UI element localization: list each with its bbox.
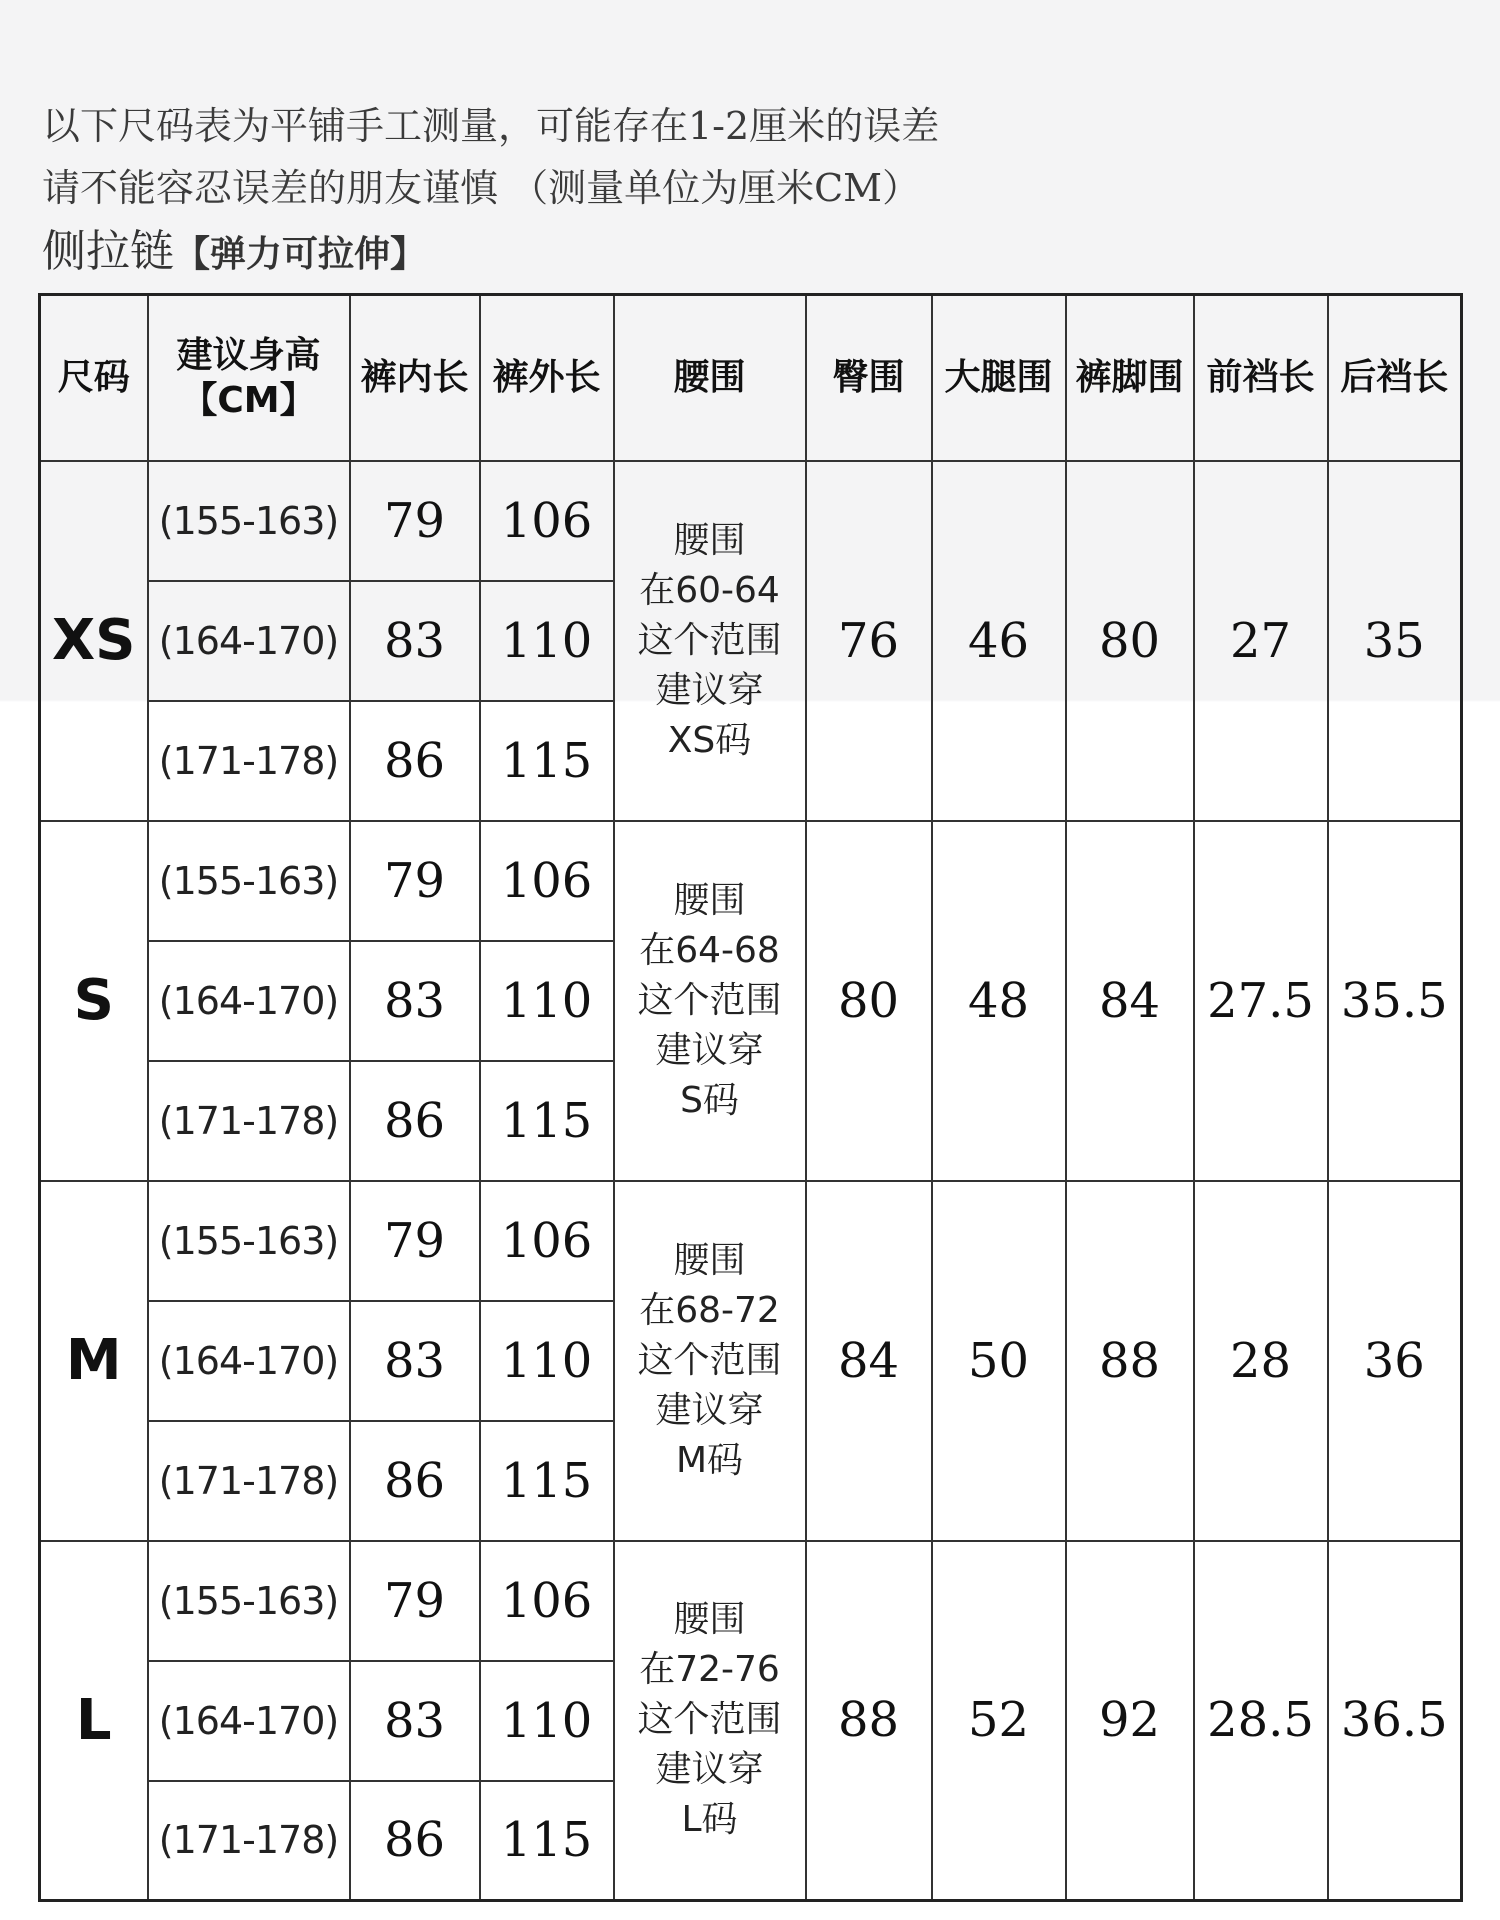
waist-note-line: 腰围: [673, 1239, 746, 1281]
outseam-cell: 110: [480, 1301, 614, 1421]
suggested-height-cell: (171-178): [148, 1061, 350, 1181]
front-rise-cell: 27: [1194, 461, 1328, 821]
table-row: [40, 1181, 1462, 1301]
header-inseam: 裤内长: [350, 295, 480, 461]
leg-opening-cell: 84: [1066, 821, 1194, 1181]
size-chart-body: [40, 461, 1462, 1901]
leg-opening-cell: 88: [1066, 1181, 1194, 1541]
header-thigh: 大腿围: [932, 295, 1066, 461]
header-waist: 腰围: [614, 295, 806, 461]
front-rise-cell: 28: [1194, 1181, 1328, 1541]
waist-note-line: XS码: [667, 719, 752, 761]
inseam-cell: 83: [350, 1661, 480, 1781]
tolerance-note: 请不能容忍误差的朋友谨慎 （测量单位为厘米CM）: [42, 166, 921, 210]
outseam-cell: 110: [480, 581, 614, 701]
side-zipper-label: 侧拉链: [42, 226, 174, 277]
suggested-height-cell: (155-163): [148, 1541, 350, 1661]
outseam-cell: 106: [480, 821, 614, 941]
header-size: 尺码: [40, 295, 148, 461]
size-label-cell: S: [40, 821, 148, 1181]
outseam-cell: 115: [480, 1781, 614, 1901]
front-rise-cell: 28.5: [1194, 1541, 1328, 1901]
inseam-cell: 86: [350, 1781, 480, 1901]
waist-note-line: M码: [675, 1439, 744, 1481]
waist-note-line: 建议穿: [655, 1389, 764, 1431]
inseam-cell: 83: [350, 581, 480, 701]
waist-note-line: 建议穿: [655, 1749, 764, 1791]
outseam-cell: 115: [480, 701, 614, 821]
header-height-line1: 建议身高: [176, 334, 321, 376]
waist-note-line: 这个范围: [637, 619, 782, 661]
outseam-cell: 110: [480, 1661, 614, 1781]
back-rise-cell: 35: [1328, 461, 1462, 821]
waist-note-line: S码: [680, 1079, 739, 1121]
suggested-height-cell: (155-163): [148, 821, 350, 941]
waist-note-line: 在72-76: [639, 1649, 780, 1691]
outseam-cell: 115: [480, 1061, 614, 1181]
inseam-cell: 83: [350, 1301, 480, 1421]
hip-cell: 76: [806, 461, 932, 821]
inseam-cell: 79: [350, 1541, 480, 1661]
inseam-cell: 86: [350, 701, 480, 821]
outseam-cell: 110: [480, 941, 614, 1061]
suggested-height-cell: (164-170): [148, 1661, 350, 1781]
header-hip: 臀围: [806, 295, 932, 461]
product-feature: [42, 222, 939, 285]
front-rise-cell: 27.5: [1194, 821, 1328, 1181]
table-row: [40, 1541, 1462, 1661]
waist-note-cell: [614, 1541, 806, 1901]
waist-note-line: 这个范围: [637, 979, 782, 1021]
size-label-cell: L: [40, 1541, 148, 1901]
back-rise-cell: 35.5: [1328, 821, 1462, 1181]
hip-cell: 84: [806, 1181, 932, 1541]
inseam-cell: 79: [350, 461, 480, 581]
waist-note-line: 在60-64: [639, 569, 780, 611]
stretch-note: 【弹力可拉伸】: [174, 234, 427, 275]
waist-note-cell: [614, 1181, 806, 1541]
intro-text: [42, 96, 939, 285]
size-label-cell: M: [40, 1181, 148, 1541]
header-back-rise: 后裆长: [1328, 295, 1462, 461]
waist-note-line: 这个范围: [637, 1339, 782, 1381]
waist-note-line: 建议穿: [655, 1029, 764, 1071]
table-row: [40, 821, 1462, 941]
suggested-height-cell: (164-170): [148, 1301, 350, 1421]
suggested-height-cell: (164-170): [148, 941, 350, 1061]
waist-note-line: 这个范围: [637, 1699, 782, 1741]
inseam-cell: 86: [350, 1061, 480, 1181]
hip-cell: 88: [806, 1541, 932, 1901]
thigh-cell: 50: [932, 1181, 1066, 1541]
waist-note-line: L码: [681, 1799, 738, 1841]
header-outseam: 裤外长: [480, 295, 614, 461]
waist-note-cell: [614, 461, 806, 821]
inseam-cell: 86: [350, 1421, 480, 1541]
waist-note-line: 在68-72: [639, 1289, 780, 1331]
back-rise-cell: 36: [1328, 1181, 1462, 1541]
thigh-cell: 46: [932, 461, 1066, 821]
size-label-cell: XS: [40, 461, 148, 821]
suggested-height-cell: (171-178): [148, 701, 350, 821]
leg-opening-cell: 80: [1066, 461, 1194, 821]
thigh-cell: 48: [932, 821, 1066, 1181]
outseam-cell: 106: [480, 1181, 614, 1301]
header-row: [40, 295, 1462, 461]
waist-note-cell: [614, 821, 806, 1181]
outseam-cell: 106: [480, 1541, 614, 1661]
outseam-cell: 106: [480, 461, 614, 581]
leg-opening-cell: 92: [1066, 1541, 1194, 1901]
waist-note-line: 腰围: [673, 519, 746, 561]
inseam-cell: 83: [350, 941, 480, 1061]
back-rise-cell: 36.5: [1328, 1541, 1462, 1901]
suggested-height-cell: (171-178): [148, 1781, 350, 1901]
suggested-height-cell: (155-163): [148, 1181, 350, 1301]
header-leg-opening: 裤脚围: [1066, 295, 1194, 461]
header-height-line2: 【CM】: [181, 379, 316, 421]
waist-note-line: 建议穿: [655, 669, 764, 711]
table-row: [40, 461, 1462, 581]
outseam-cell: 115: [480, 1421, 614, 1541]
inseam-cell: 79: [350, 1181, 480, 1301]
suggested-height-cell: (171-178): [148, 1421, 350, 1541]
header-height: [148, 295, 350, 461]
header-front-rise: 前裆长: [1194, 295, 1328, 461]
waist-note-line: 在64-68: [639, 929, 780, 971]
measurement-note: 以下尺码表为平铺手工测量，可能存在1-2厘米的误差: [42, 104, 940, 148]
waist-note-line: 腰围: [673, 879, 746, 921]
thigh-cell: 52: [932, 1541, 1066, 1901]
suggested-height-cell: (164-170): [148, 581, 350, 701]
inseam-cell: 79: [350, 821, 480, 941]
suggested-height-cell: (155-163): [148, 461, 350, 581]
size-chart-table: [38, 293, 1463, 1902]
waist-note-line: 腰围: [673, 1599, 746, 1641]
hip-cell: 80: [806, 821, 932, 1181]
